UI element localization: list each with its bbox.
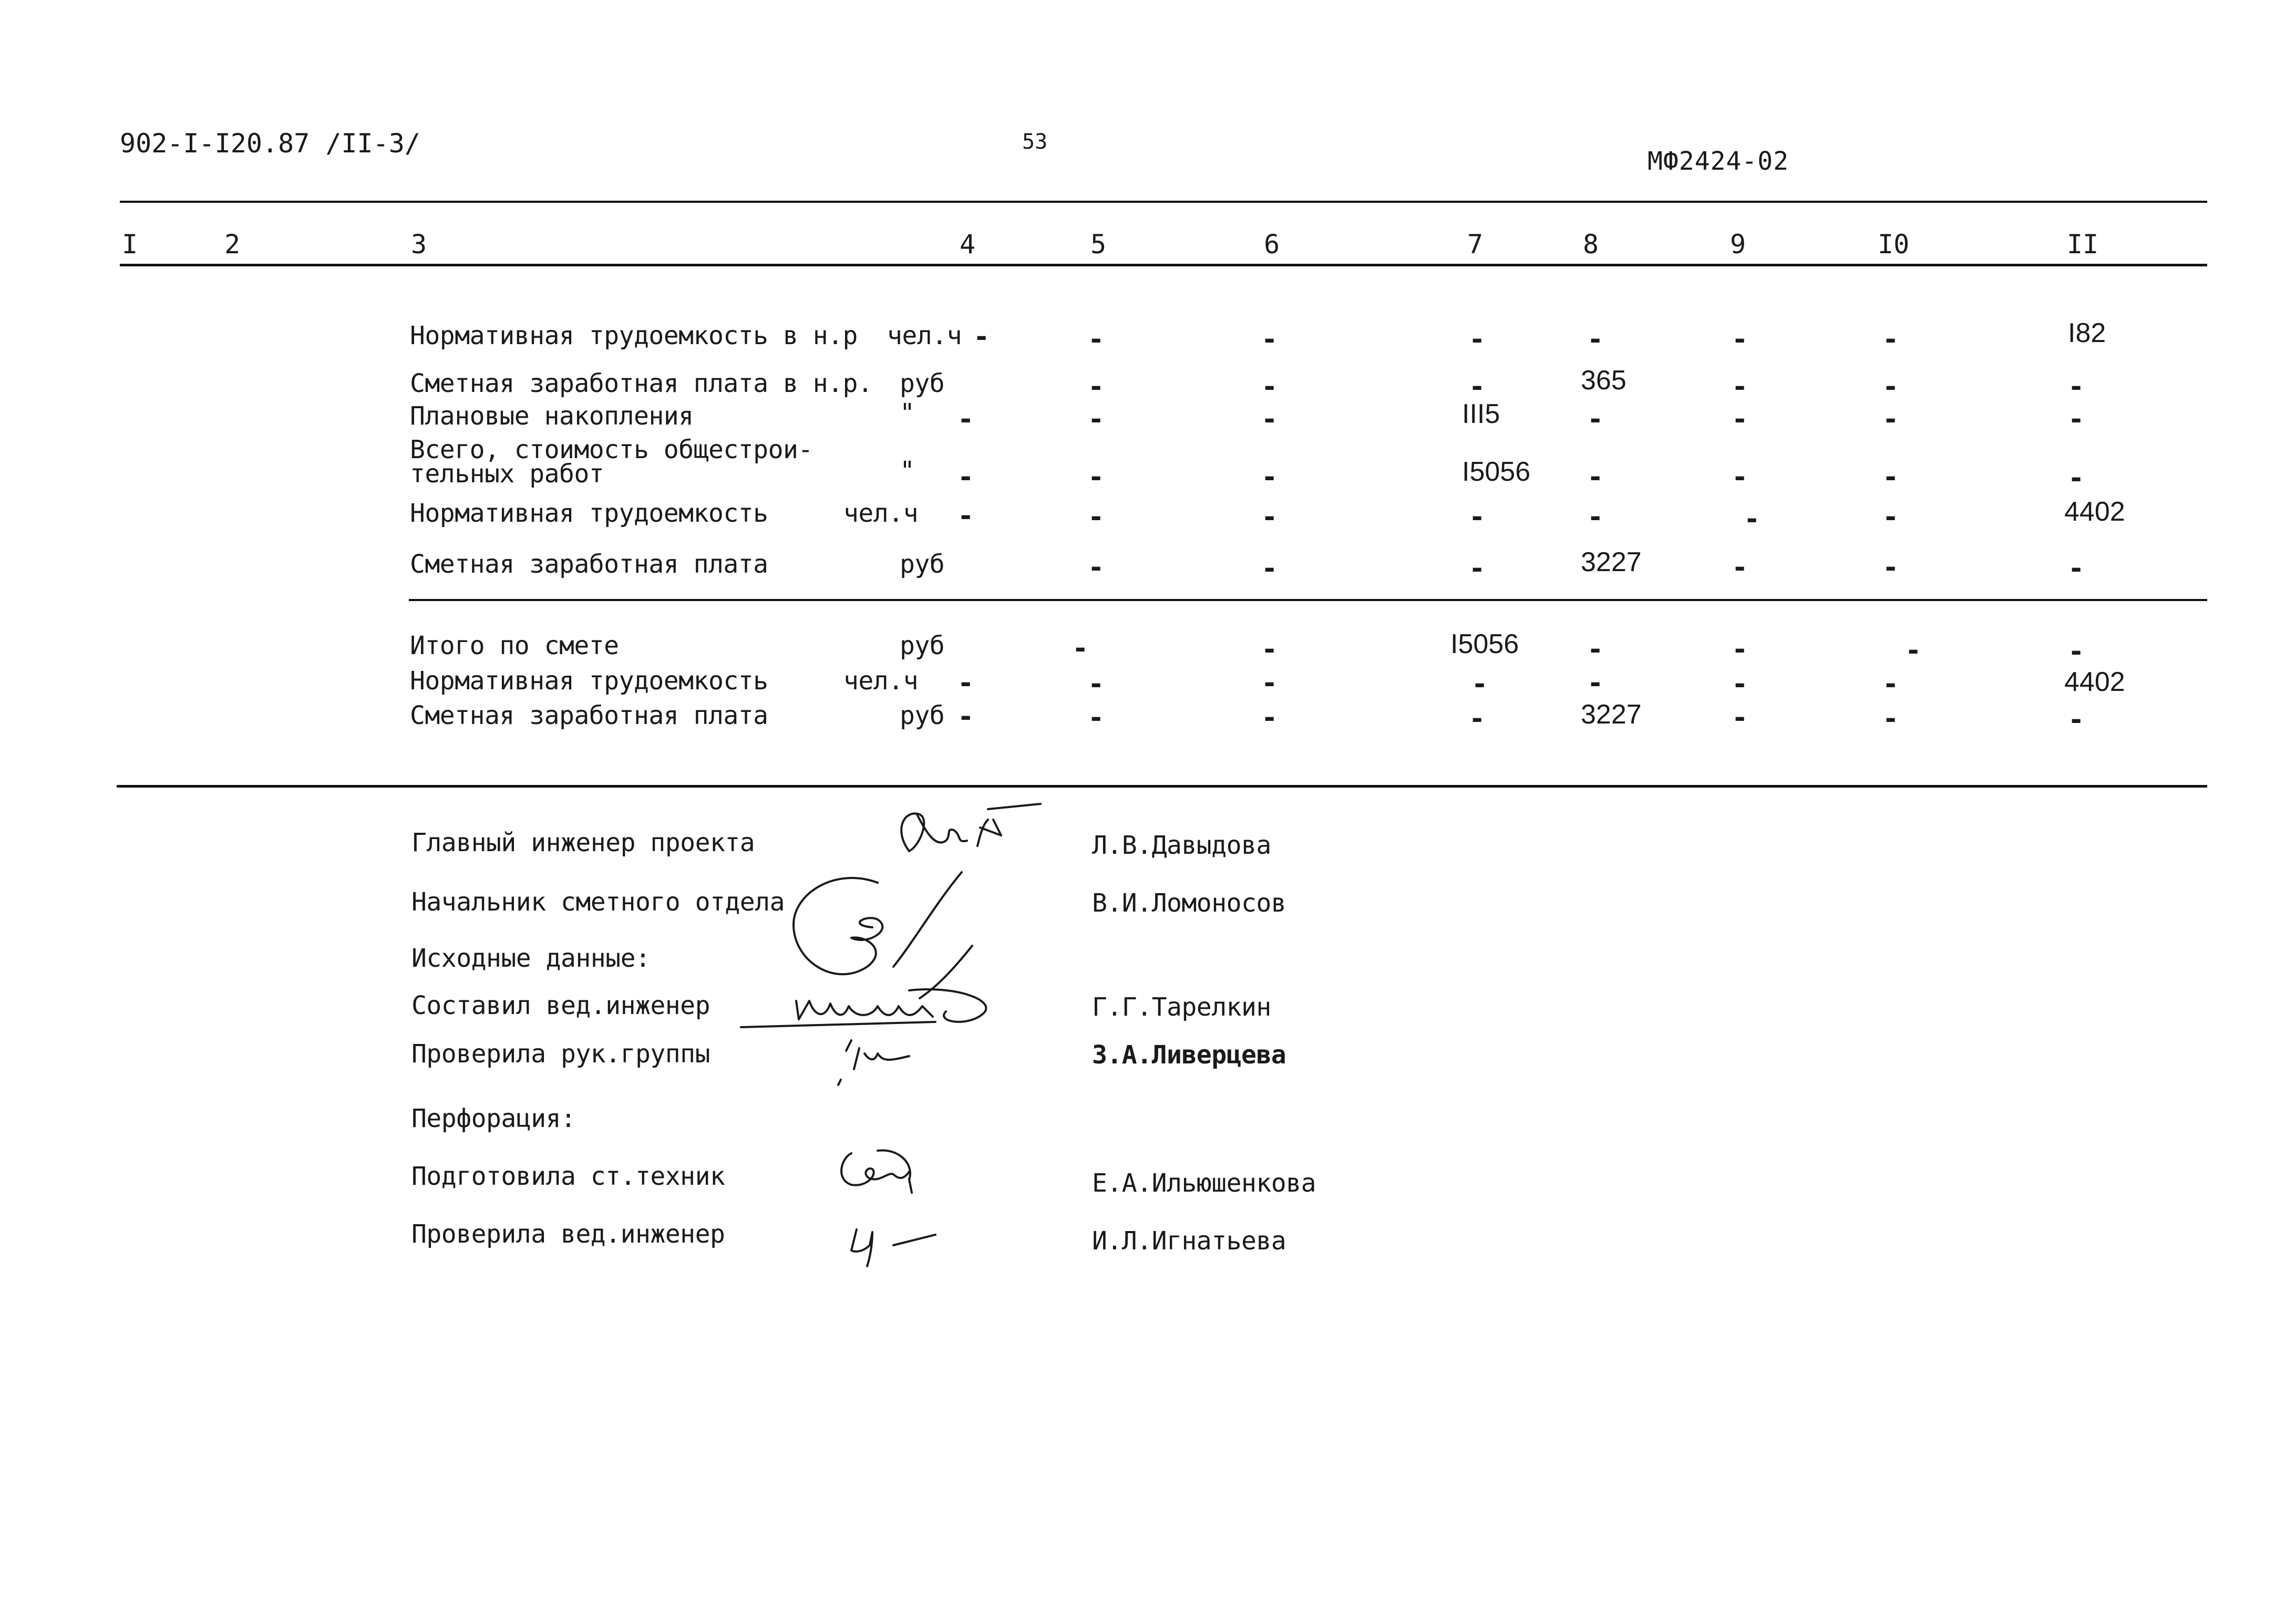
header-top-rule [120, 201, 2207, 203]
signatory-name: В.И.Ломоносов [1092, 888, 1286, 918]
cell-col11: I82 [2068, 318, 2106, 348]
page-number: 53 [1022, 130, 1048, 154]
cell-col5: - [1088, 668, 1105, 700]
row-label: Плановые накопления [410, 401, 694, 431]
row-unit: " [900, 398, 915, 428]
cell-col8: - [1587, 667, 1604, 699]
cell-col5: - [1088, 501, 1105, 533]
cell-col8: - [1587, 404, 1604, 435]
signatory-role: Проверила вед.инженер [411, 1219, 725, 1249]
column-number: 6 [1264, 229, 1280, 260]
cell-col6: - [1261, 461, 1278, 493]
column-number: I [122, 229, 138, 260]
signature-tarelkin [736, 980, 1020, 1038]
column-number: 9 [1730, 229, 1746, 260]
cell-col11: - [2068, 553, 2085, 584]
cell-col11: - [2068, 704, 2085, 736]
cell-col9: - [1732, 404, 1748, 435]
cell-col10: - [1882, 324, 1899, 355]
cell-col4: - [957, 667, 974, 699]
signatory-name: Л.В.Давыдова [1092, 831, 1271, 860]
row-label: Нормативная трудоемкость [410, 666, 768, 696]
row-label: Сметная заработная плата в н.р. [410, 369, 873, 398]
row-unit: " [900, 456, 915, 485]
cell-col4: - [973, 321, 990, 353]
cell-col9: - [1732, 461, 1748, 493]
signatory-role: Составил вед.инженер [411, 991, 710, 1020]
cell-col9: - [1732, 371, 1748, 402]
signatory-name: И.Л.Игнатьева [1092, 1226, 1286, 1256]
cell-col11: - [2068, 462, 2085, 494]
cell-col8: - [1587, 501, 1604, 533]
cell-col9: - [1732, 668, 1748, 700]
cell-col5: - [1088, 552, 1105, 583]
cell-col5: - [1088, 461, 1105, 493]
cell-col11: 4402 [2064, 497, 2125, 527]
cell-col7: I5056 [1450, 629, 1519, 659]
cell-col4: - [957, 404, 974, 435]
cell-col5: - [1088, 324, 1105, 355]
signature-ilyushenkova [830, 1143, 930, 1201]
cell-col4: - [957, 461, 974, 493]
signatory-name: Г.Г.Тарелкин [1092, 992, 1271, 1022]
cell-col6: - [1261, 702, 1278, 733]
cell-col10: - [1882, 404, 1899, 435]
cell-col11: - [2068, 404, 2085, 435]
signatory-role: Проверила рук.группы [411, 1039, 710, 1069]
cell-col6: - [1261, 634, 1278, 665]
sheet-code: МФ2424-02 [1648, 147, 1789, 176]
cell-col10: - [1882, 371, 1899, 402]
cell-col6: - [1261, 553, 1278, 584]
row-unit: чел.ч [843, 666, 918, 696]
row-label: Итого по смете [410, 631, 619, 660]
cell-col10: - [1882, 461, 1899, 493]
cell-col5: - [1088, 702, 1105, 733]
column-number: II [2067, 229, 2099, 260]
cell-col6: - [1261, 404, 1278, 435]
cell-col6: - [1261, 667, 1278, 699]
document-code: 902-I-I20.87 /II-3/ [120, 128, 420, 159]
cell-col7: - [1469, 324, 1486, 355]
cell-col7: - [1469, 703, 1486, 735]
signatory-role: Подготовила ст.техник [411, 1162, 725, 1191]
cell-col8: 3227 [1581, 699, 1642, 730]
column-number: 3 [411, 229, 427, 260]
header-bottom-rule [120, 264, 2207, 266]
section-heading: Исходные данные: [411, 944, 651, 973]
table-bottom-rule [117, 785, 2207, 788]
signatory-name: Е.А.Ильюшенкова [1092, 1169, 1316, 1198]
column-number: 5 [1090, 229, 1107, 260]
cell-col7: I5056 [1462, 457, 1531, 487]
column-number: 8 [1583, 229, 1599, 260]
cell-col9: - [1732, 324, 1748, 355]
row-unit: руб [900, 550, 945, 579]
cell-col8: 3227 [1581, 547, 1642, 577]
row-unit: руб [900, 631, 945, 660]
cell-col7: - [1469, 371, 1486, 402]
row-label: тельных работ [410, 459, 604, 489]
row-label: Сметная заработная плата [410, 701, 768, 730]
column-number: I0 [1878, 229, 1910, 260]
cell-col6: - [1261, 371, 1278, 402]
signatory-name: З.А.Ливерцева [1092, 1040, 1286, 1070]
cell-col10: - [1882, 668, 1899, 700]
cell-col11: - [2068, 636, 2085, 667]
row-label-line1: Всего, стоимость общестрои- [410, 435, 813, 464]
section-heading: Перфорация: [411, 1104, 576, 1133]
cell-col11: - [2068, 371, 2085, 402]
row-unit: чел.ч [843, 499, 918, 528]
column-number: 2 [224, 229, 241, 260]
cell-col7: - [1471, 668, 1488, 700]
cell-col10: - [1882, 703, 1899, 735]
cell-col8: - [1587, 461, 1604, 493]
cell-col9: - [1744, 503, 1760, 535]
column-number: 7 [1467, 229, 1484, 260]
signatory-role: Начальник сметного отдела [411, 887, 785, 917]
cell-col9: - [1732, 634, 1748, 665]
column-number: 4 [960, 229, 976, 260]
row-label: Нормативная трудоемкость в н.р [410, 321, 858, 350]
cell-col6: - [1261, 501, 1278, 533]
cell-col4: - [957, 500, 974, 532]
row-unit: руб [900, 369, 945, 398]
signature-davydova [888, 799, 1056, 867]
cell-col8: - [1587, 324, 1604, 355]
row-label: Сметная заработная плата [410, 550, 768, 579]
cell-col8: 365 [1581, 365, 1626, 396]
cell-col10: - [1882, 552, 1899, 583]
signature-ignatieva [846, 1214, 946, 1271]
cell-col6: - [1261, 324, 1278, 355]
cell-col7: III5 [1462, 399, 1500, 429]
cell-col10: - [1882, 501, 1899, 533]
subtotal-rule [409, 599, 2207, 601]
cell-col11: 4402 [2064, 667, 2125, 697]
cell-col5: - [1088, 404, 1105, 435]
signatory-role: Главный инженер проекта [411, 828, 755, 857]
signature-livertseva [830, 1030, 925, 1088]
cell-col10: - [1905, 635, 1922, 666]
row-unit: чел.ч [887, 321, 962, 350]
cell-col9: - [1732, 702, 1748, 733]
cell-col5: - [1072, 633, 1089, 664]
cell-col7: - [1469, 553, 1486, 584]
cell-col8: - [1587, 634, 1604, 665]
cell-col5: - [1088, 371, 1105, 402]
row-label: Нормативная трудоемкость [410, 499, 768, 528]
cell-col4: - [957, 701, 974, 732]
cell-col7: - [1469, 501, 1486, 533]
row-unit: руб [900, 701, 945, 730]
cell-col9: - [1732, 552, 1748, 583]
